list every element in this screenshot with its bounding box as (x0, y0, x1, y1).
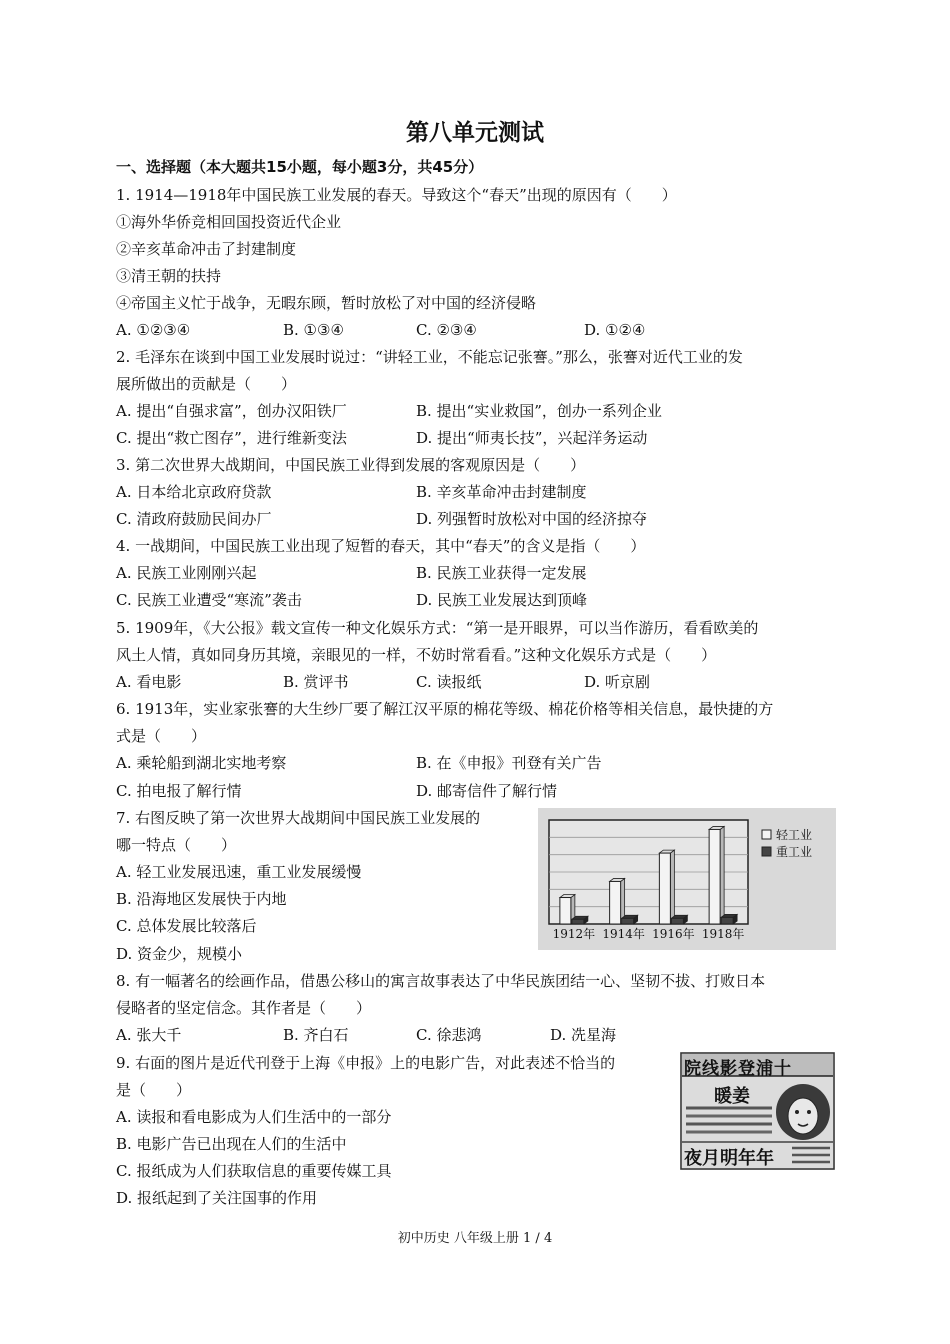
q3-option-d: D. 列强暂时放松对中国的经济掠夺 (416, 510, 648, 528)
bar-重工业-1916年 (671, 918, 683, 924)
q1-stem: 1. 1914—1918年中国民族工业发展的春天。导致这个“春天”出现的原因有（ ） (116, 186, 677, 204)
q2-stem-line: 展所做出的贡献是（ ） (116, 375, 297, 393)
q9-option-c: C. 报纸成为人们获取信息的重要传媒工具 (116, 1162, 392, 1180)
x-tick-label: 1912年 (552, 927, 596, 941)
q1-option-b: B. ①③④ (283, 321, 344, 339)
q7-stem-line: 哪一特点（ ） (116, 836, 237, 854)
q1-item: ②辛亥革命冲击了封建制度 (116, 240, 297, 258)
bar-side-轻工业-1916年 (670, 850, 674, 924)
q4-stem: 4. 一战期间，中国民族工业出现了短暂的春天，其中“春天”的含义是指（ ） (116, 537, 646, 555)
q1-item: ④帝国主义忙于战争，无暇东顾，暂时放松了对中国的经济侵略 (116, 294, 537, 312)
q4-option-d: D. 民族工业发展达到顶峰 (416, 591, 588, 609)
q6-option-a: A. 乘轮船到湖北实地考察 (116, 754, 287, 772)
q2-option-c: C. 提出“救亡图存”，进行维新变法 (116, 429, 347, 447)
q9-stem-line: 是（ ） (116, 1081, 192, 1099)
q6-option-b: B. 在《申报》刊登有关广告 (416, 754, 602, 772)
legend-label-重工业: 重工业 (776, 845, 813, 859)
q4-option-b: B. 民族工业获得一定发展 (416, 564, 587, 582)
q7-option-c: C. 总体发展比较落后 (116, 917, 257, 935)
ad-name: 暖姜 (714, 1086, 750, 1107)
q5-stem-line: 5. 1909年，《大公报》载文宣传一种文化娱乐方式：“第一是开眼界，可以当作游历，看看欧美的 (116, 619, 759, 637)
q9-option-a: A. 读报和看电影成为人们生活中的一部分 (116, 1108, 392, 1126)
q8-option-b: B. 齐白石 (283, 1026, 349, 1044)
movie-ad-image (680, 1052, 835, 1170)
chart-svg (538, 808, 836, 950)
q7-option-d: D. 资金少，规模小 (116, 945, 243, 963)
q1-option-a: A. ①②③④ (116, 321, 191, 339)
q8-option-c: C. 徐悲鸿 (416, 1026, 482, 1044)
q4-option-c: C. 民族工业遭受“寒流”袭击 (116, 591, 302, 609)
x-tick-label: 1918年 (701, 927, 745, 941)
bar-轻工业-1912年 (560, 898, 571, 924)
q5-option-d: D. 听京剧 (584, 673, 651, 691)
bar-side-轻工业-1918年 (720, 826, 724, 924)
q3-option-c: C. 清政府鼓励民间办厂 (116, 510, 272, 528)
q4-option-a: A. 民族工业刚刚兴起 (116, 564, 257, 582)
q5-option-c: C. 读报纸 (416, 673, 482, 691)
q8-option-a: A. 张大千 (116, 1026, 182, 1044)
q1-option-d: D. ①②④ (584, 321, 646, 339)
q6-stem-line: 6. 1913年，实业家张謇的大生纱厂要了解江汉平原的棉花等级、棉花价格等相关信息，最快捷的方 (116, 700, 774, 718)
section-header: 一、选择题（本大题共15小题，每小题3分，共45分） (116, 158, 484, 176)
bar-轻工业-1914年 (610, 881, 621, 924)
bar-轻工业-1918年 (709, 829, 720, 924)
q5-stem-line: 风土人情，真如同身历其境，亲眼见的一样，不妨时常看看。”这种文化娱乐方式是（ ） (116, 646, 717, 664)
ad-bottom-title: 夜月明年年 (684, 1148, 774, 1169)
q1-item: ③清王朝的扶持 (116, 267, 222, 285)
bar-轻工业-1916年 (659, 853, 670, 924)
q2-stem-line: 2. 毛泽东在谈到中国工业发展时说过：“讲轻工业，不能忘记张謇。”那么，张謇对近代工业的发 (116, 348, 743, 366)
q5-option-a: A. 看电影 (116, 673, 182, 691)
q1-option-c: C. ②③④ (416, 321, 477, 339)
page-footer: 初中历史 八年级上册 1 / 4 (397, 1231, 553, 1246)
q2-option-b: B. 提出“实业救国”，创办一系列企业 (416, 402, 662, 420)
bar-重工业-1912年 (572, 919, 584, 924)
q2-option-a: A. 提出“自强求富”，创办汉阳铁厂 (116, 402, 347, 420)
x-tick-label: 1916年 (652, 927, 695, 941)
q3-stem: 3. 第二次世界大战期间，中国民族工业得到发展的客观原因是（ ） (116, 456, 586, 474)
q9-stem-line: 9. 右面的图片是近代刊登于上海《申报》上的电影广告，对此表述不恰当的 (116, 1054, 616, 1072)
bar-重工业-1914年 (622, 918, 634, 924)
q8-stem-line: 侵略者的坚定信念。其作者是（ ） (116, 999, 372, 1017)
q9-option-b: B. 电影广告已出现在人们的生活中 (116, 1135, 347, 1153)
legend-label-轻工业: 轻工业 (776, 828, 813, 842)
legend-swatch-重工业 (762, 847, 771, 856)
legend-swatch-轻工业 (762, 830, 771, 839)
q6-option-c: C. 拍电报了解行情 (116, 782, 242, 800)
q8-option-d: D. 冼星海 (550, 1026, 617, 1044)
q7-stem-line: 7. 右图反映了第一次世界大战期间中国民族工业发展的 (116, 809, 481, 827)
q6-option-d: D. 邮寄信件了解行情 (416, 782, 558, 800)
q2-option-d: D. 提出“师夷长技”，兴起洋务运动 (416, 429, 648, 447)
q5-option-b: B. 赏评书 (283, 673, 349, 691)
q9-option-d: D. 报纸起到了关注国事的作用 (116, 1189, 318, 1207)
ad-headline: 院线影登浦十 (684, 1059, 792, 1079)
q7-option-b: B. 沿海地区发展快于内地 (116, 890, 287, 908)
q1-item: ①海外华侨竞相回国投资近代企业 (116, 213, 342, 231)
q6-stem-line: 式是（ ） (116, 727, 207, 745)
page-title: 第八单元测试 (406, 120, 544, 146)
q8-stem-line: 8. 有一幅著名的绘画作品，借愚公移山的寓言故事表达了中华民族团结一心、坚韧不拔、打败日本 (116, 972, 766, 990)
x-tick-label: 1914年 (602, 927, 645, 941)
industry-bar-chart (538, 808, 836, 950)
bar-重工业-1918年 (721, 917, 733, 924)
q3-option-a: A. 日本给北京政府贷款 (116, 483, 272, 501)
q3-option-b: B. 辛亥革命冲击封建制度 (416, 483, 587, 501)
q7-option-a: A. 轻工业发展迅速，重工业发展缓慢 (116, 863, 362, 881)
